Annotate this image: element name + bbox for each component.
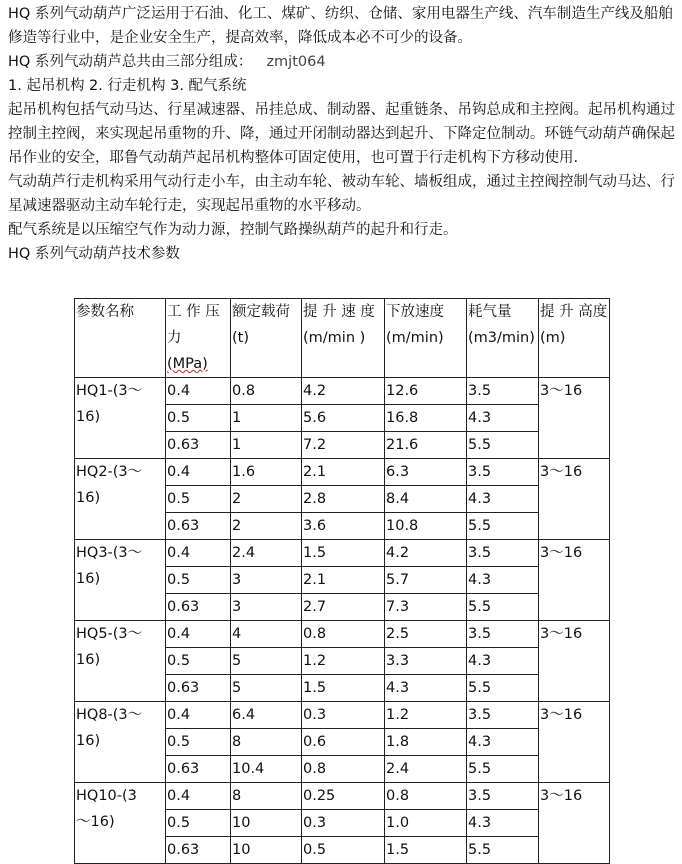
model-name-cell: HQ3-(3～16) [75,540,166,621]
table-row [75,459,610,486]
lift-height-cell: 3～16 [539,540,610,621]
intro-paragraph: HQ 系列气动葫芦广泛运用于石油、化工、煤矿、纺织、仓储、家用电器生产线、汽车制造生产线及船舶修造等行业中，是企业安全生产，提高效率，降低成本必不可少的设备。 [8,6,673,46]
table-cell: 10 [231,837,302,864]
table-cell: 0.5 [302,837,385,864]
table-cell: 2.8 [302,486,385,513]
table-cell: 0.5 [166,810,231,837]
table-cell: 5 [231,648,302,675]
table-cell: 4.3 [467,648,539,675]
air-system-paragraph: 配气系统是以压缩空气作为动力源，控制气路操纵葫芦的起升和行走。 [8,222,458,238]
table-cell: 4.3 [467,729,539,756]
table-cell: 1.2 [385,702,467,729]
lift-height-cell: 3～16 [539,702,610,783]
table-cell: 10.8 [385,513,467,540]
table-cell: 0.6 [302,729,385,756]
table-cell: 0.8 [231,378,302,405]
travel-paragraph: 气动葫芦行走机构采用气动行走小车，由主动车轮、被动车轮、墙板组成，通过主控阀控制气动马达、行星减速器驱动主动车轮行走，实现起吊重物的水平移动。 [8,174,675,214]
table-cell: 21.6 [385,432,467,459]
table-cell: 16.8 [385,405,467,432]
table-cell: 3.5 [467,459,539,486]
table-cell: 3 [231,567,302,594]
lifting-paragraph: 起吊机构包括气动马达、行星减速器、吊挂总成、制动器、起重链条、吊钩总成和主控阀。起吊机构通过控制主控阀，来实现起吊重物的升、降，通过开闭制动器达到起升、下降定位制动。环链气动葫芦确保起吊作业的安全，耶鲁气动葫芦起吊机构整体可固定使用，也可置于行走机构下方移动使用. [8,102,675,166]
model-name-cell: HQ10-(3 ～16) [75,783,166,864]
model-name-cell: HQ2-(3～16) [75,459,166,540]
table-cell: 5 [231,675,302,702]
model-name-cell: HQ8-(3～16) [75,702,166,783]
table-cell: 8.4 [385,486,467,513]
table-cell: 2.1 [302,459,385,486]
table-cell: 5.5 [467,675,539,702]
lift-height-cell: 3～16 [539,621,610,702]
table-cell: 0.8 [302,756,385,783]
table-cell: 2.5 [385,621,467,648]
table-cell: 0.8 [385,783,467,810]
table-cell: 0.25 [302,783,385,810]
table-cell: 1.2 [302,648,385,675]
code-label: zmjt064 [266,54,326,70]
table-cell: 10 [231,810,302,837]
table-cell: 3.5 [467,702,539,729]
table-cell: 4 [231,621,302,648]
table-cell: 0.5 [166,648,231,675]
table-cell: 0.63 [166,594,231,621]
table-cell: 2.7 [302,594,385,621]
parts-list: 1. 起吊机构 2. 行走机构 3. 配气系统 [8,78,247,94]
table-cell: 0.63 [166,837,231,864]
header-text: 工 作 压力 [167,304,220,346]
table-cell: 4.3 [385,675,467,702]
table-cell: 0.5 [166,405,231,432]
table-cell: 5.5 [467,837,539,864]
table-cell: 8 [231,729,302,756]
table-cell: 5.5 [467,513,539,540]
table-cell: 3.5 [467,621,539,648]
table-cell: 0.5 [166,567,231,594]
header-cell: 下放速度(m/min) [385,299,467,378]
header-cell: 参数名称 [75,299,166,378]
table-cell: 5.5 [467,432,539,459]
header-cell: 额定载荷(t) [231,299,302,378]
table-cell: 0.3 [302,810,385,837]
table-cell: 2.4 [231,540,302,567]
table-cell: 6.4 [231,702,302,729]
model-name-cell: HQ1-(3～16) [75,378,166,459]
table-cell: 0.4 [166,702,231,729]
table-cell: 3.5 [467,783,539,810]
table-cell: 2.4 [385,756,467,783]
table-cell: 7.2 [302,432,385,459]
table-caption: HQ 系列气动葫芦技术参数 [8,246,180,262]
table-row [75,378,610,405]
table-cell: 0.8 [302,621,385,648]
table-cell: 4.2 [302,378,385,405]
table-cell: 0.3 [302,702,385,729]
table-cell: 1.6 [231,459,302,486]
table-cell: 4.2 [385,540,467,567]
table-cell: 5.6 [302,405,385,432]
table-cell: 5.5 [467,594,539,621]
table-cell: 0.4 [166,378,231,405]
table-cell: 4.3 [467,486,539,513]
table-cell: 8 [231,783,302,810]
table-cell: 6.3 [385,459,467,486]
table-cell: 1 [231,432,302,459]
table-cell: 0.63 [166,513,231,540]
table-cell: 4.3 [467,567,539,594]
header-cell [166,299,231,378]
table-cell: 5.7 [385,567,467,594]
table-cell: 2 [231,513,302,540]
composition-text: HQ 系列气动葫芦总共由三部分组成： [8,54,253,70]
header-cell: 提 升 速 度(m/min ) [302,299,385,378]
table-cell: 7.3 [385,594,467,621]
table-cell: 0.63 [166,432,231,459]
table-cell: 5.5 [467,756,539,783]
table-header-row [75,299,610,378]
table-cell: 10.4 [231,756,302,783]
table-cell: 0.4 [166,459,231,486]
model-name-cell: HQ5-(3～16) [75,621,166,702]
table-cell: 4.3 [467,405,539,432]
table-cell: 1.8 [385,729,467,756]
table-cell: 2 [231,486,302,513]
lift-height-cell: 3～16 [539,378,610,459]
header-unit: (MPa) [167,356,208,372]
table-cell: 12.6 [385,378,467,405]
table-row [75,702,610,729]
header-cell: 耗气量(m3/min) [467,299,539,378]
table-row [75,621,610,648]
header-cell: 提 升 高度(m) [539,299,610,378]
spec-table [74,298,610,864]
table-cell: 1.5 [302,675,385,702]
table-cell: 0.63 [166,675,231,702]
table-cell: 0.63 [166,756,231,783]
table-cell: 3.3 [385,648,467,675]
table-row [75,783,610,810]
table-cell: 0.5 [166,486,231,513]
composition-line [8,50,680,74]
table-cell: 0.5 [166,729,231,756]
table-cell: 3 [231,594,302,621]
table-cell: 0.4 [166,540,231,567]
document-body [8,2,680,266]
table-cell: 3.6 [302,513,385,540]
table-cell: 1.0 [385,810,467,837]
table-cell: 3.5 [467,378,539,405]
lift-height-cell: 3～16 [539,459,610,540]
table-cell: 4.3 [467,810,539,837]
table-row [75,540,610,567]
table-cell: 1 [231,405,302,432]
table-cell: 1.5 [302,540,385,567]
table-cell: 0.4 [166,783,231,810]
table-cell: 2.1 [302,567,385,594]
lift-height-cell: 3～16 [539,783,610,864]
table-cell: 0.4 [166,621,231,648]
table-cell: 1.5 [385,837,467,864]
table-cell: 3.5 [467,540,539,567]
